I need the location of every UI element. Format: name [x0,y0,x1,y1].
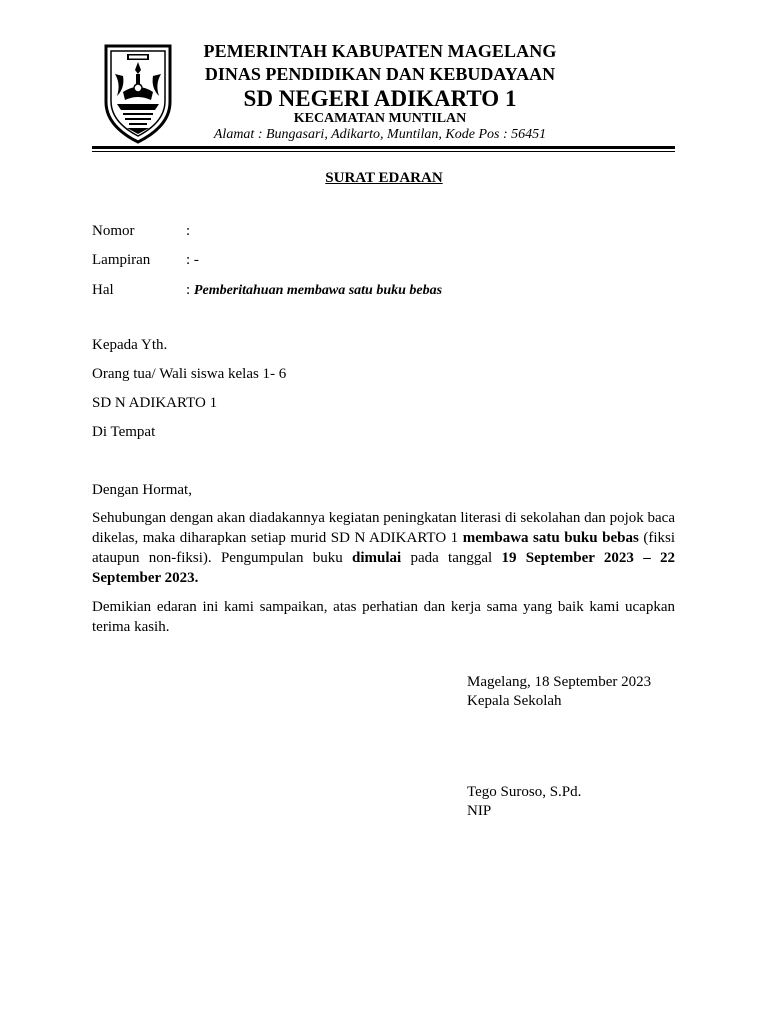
signature-name: Tego Suroso, S.Pd. [467,784,582,800]
letterhead-divider-thick [92,146,675,149]
signature-nip: NIP [467,803,492,819]
letterhead-school-name: SD NEGERI ADIKARTO 1 [243,86,517,111]
hal-label: Hal [92,282,114,298]
letter-title: SURAT EDARAN [325,170,443,186]
letterhead-department: DINAS PENDIDIKAN DAN KEBUDAYAAN [204,64,556,84]
lampiran-value: : - [186,252,199,268]
recipient-line-4: Di Tempat [92,424,156,440]
body-p1-bold-dates: 19 September 2023 – 22 September 2023. [92,550,675,586]
lampiran-label: Lampiran [92,252,151,268]
nomor-value: : [186,223,191,239]
recipient-line-1: Kepada Yth. [92,337,168,353]
body-p1-text-e: pada tanggal [401,550,502,566]
body-p1-text-a: Sehubungan dengan akan diadakannya kegiatan peningkatan literasi di sekolahan dan pojok baca dikelas, maka diharapkan setiap murid SD N ADIKARTO 1 [92,510,675,546]
body-p1-text-c: (fiksi ataupun non-fiksi). Pengumpulan buku [92,530,675,566]
body-p1-bold-start: dimulai [352,550,402,566]
body-paragraph-1 [92,508,675,588]
recipient-line-3: SD N ADIKARTO 1 [92,395,218,411]
nomor-label: Nomor [92,223,135,239]
signature-position: Kepala Sekolah [467,693,562,709]
letterhead-address: Alamat : Bungasari, Adikarto, Muntilan, Kode Pos : 56451 [213,127,547,142]
letterhead-government: PEMERINTAH KABUPATEN MAGELANG [203,41,557,61]
body-paragraph-2: Demikian edaran ini kami sampaikan, atas perhatian dan kerja sama yang baik kami ucapkan terima kasih. [92,599,675,635]
recipient-line-2: Orang tua/ Wali siswa kelas 1- 6 [92,366,287,382]
signature-place-date: Magelang, 18 September 2023 [467,674,652,690]
letterhead-divider-thin [92,151,675,152]
body-p1-bold-book: membawa satu buku bebas [462,530,639,546]
greeting: Dengan Hormat, [92,482,192,498]
letterhead-district: KECAMATAN MUNTILAN [293,111,467,126]
coat-of-arms-icon [103,44,173,144]
hal-value: Pemberitahuan membawa satu buku bebas [193,283,443,298]
hal-field [186,282,442,299]
hal-colon: : [186,282,194,298]
